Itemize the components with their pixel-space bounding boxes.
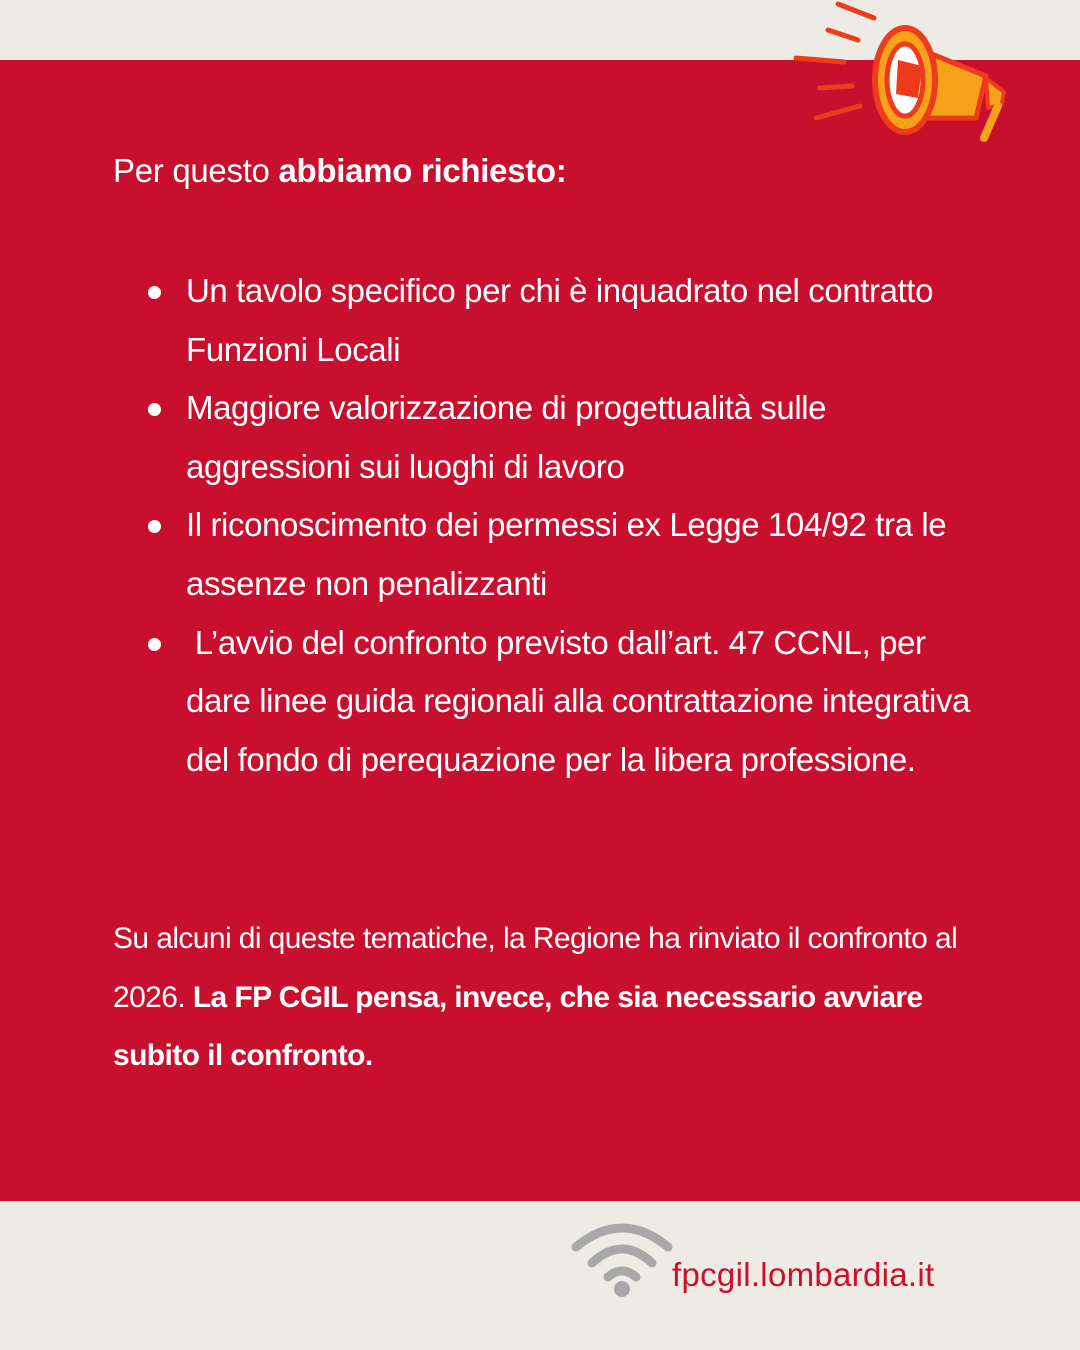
bullet-dot (148, 638, 161, 651)
closing-text: Su alcuni di queste tematiche, la Regione ha rinviato il confronto al 2026. (113, 922, 958, 1014)
list-item (186, 614, 979, 790)
requests-list (186, 262, 979, 789)
list-item (186, 262, 976, 379)
list-item-text: Un tavolo specifico per chi è inquadrato nel contratto Funzioni Locali (186, 272, 934, 368)
intro-strong: abbiamo richiesto: (278, 152, 567, 189)
list-item (186, 496, 976, 613)
closing-paragraph (113, 910, 963, 1086)
intro-text (113, 146, 566, 196)
intro-lead: Per questo (113, 152, 279, 189)
megaphone-icon (790, 0, 1030, 145)
bullet-dot (148, 286, 161, 299)
list-item-text: Maggiore valorizzazione di progettualità sulle aggressioni sui luoghi di lavoro (186, 389, 827, 485)
closing-strong: La FP CGIL pensa, invece, che sia necessario avviare subito il confronto. (113, 980, 923, 1073)
list-item (186, 379, 976, 496)
list-item-text: L’avvio del confronto previsto dall’art. 47 CCNL, per dare linee guida regionali alla contrattazione integrativa del fondo di perequazione per la libera professione. (186, 623, 979, 778)
website-link[interactable]: fpcgil.lombardia.it (672, 1256, 935, 1293)
list-item-text: Il riconoscimento dei permessi ex Legge 104/92 tra le assenze non penalizzanti (186, 506, 947, 602)
wifi-icon (570, 1215, 674, 1297)
